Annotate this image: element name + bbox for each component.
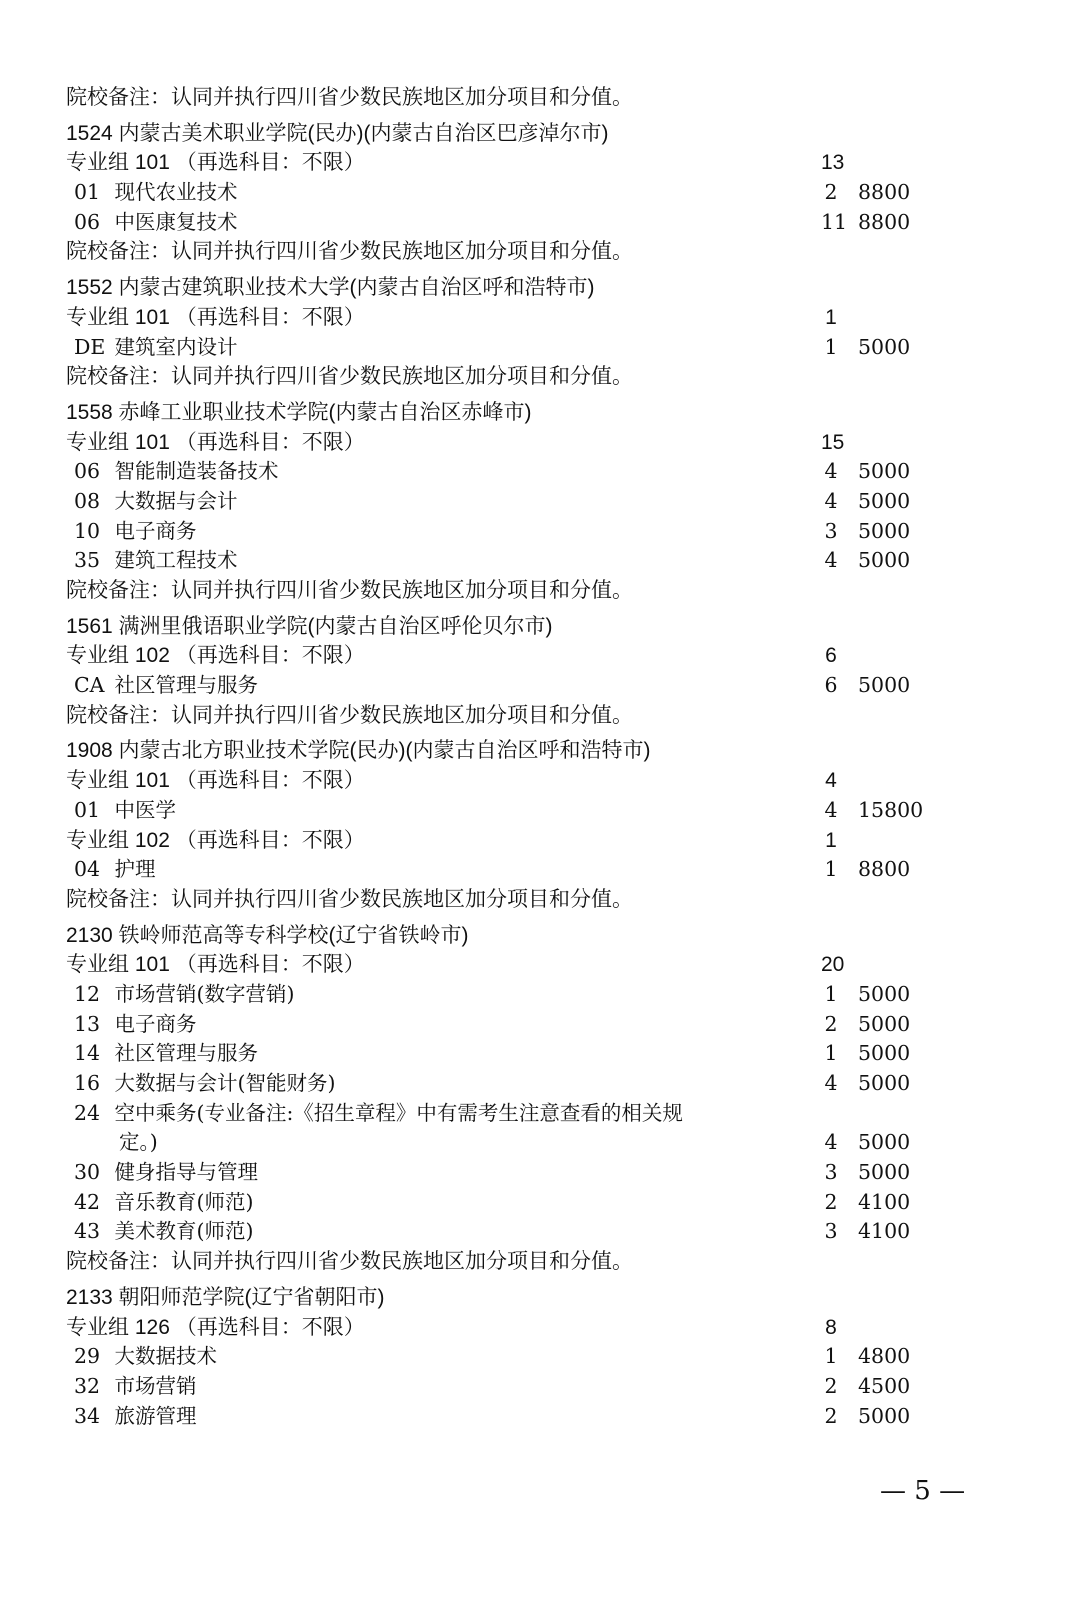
remark-text: 认同并执行四川省少数民族地区加分项目和分值。: [171, 85, 633, 109]
major-code: 24: [74, 1100, 101, 1125]
major-code: 29: [74, 1344, 101, 1369]
major-count: 4: [824, 488, 838, 513]
major-name: 大数据技术: [114, 1344, 218, 1369]
major-count: 2: [824, 1189, 838, 1214]
major-count: 2: [824, 180, 838, 205]
major-name: 中医康复技术: [114, 209, 238, 234]
school-remark: [66, 362, 946, 392]
school-remark: [66, 1247, 946, 1277]
major-fee: 5000: [858, 518, 911, 543]
major-fee: 5000: [858, 1011, 911, 1036]
major-count: 3: [824, 1160, 838, 1185]
major-count: 4: [824, 1071, 838, 1095]
major-group-count: 8: [825, 1315, 837, 1339]
major-row: [66, 1069, 946, 1099]
major-name: 现代农业技术: [114, 180, 238, 205]
major-fee: 8800: [858, 857, 911, 882]
school-heading: 2133 朝阳师范学院(辽宁省朝阳市): [66, 1285, 385, 1309]
school-heading: 2130 铁岭师范高等专科学校(辽宁省铁岭市): [66, 923, 469, 947]
major-count: 4: [824, 797, 838, 822]
major-row: [66, 1372, 946, 1402]
major-code: 13: [74, 1011, 101, 1036]
major-fee: 5000: [858, 981, 911, 1006]
major-code: DE: [74, 334, 106, 359]
major-count: 1: [824, 1041, 838, 1066]
major-name: 社区管理与服务: [114, 1041, 259, 1066]
major-row: [66, 178, 946, 208]
major-name: 建筑工程技术: [114, 548, 238, 573]
school-heading: 1561 满洲里俄语职业学院(内蒙古自治区呼伦贝尔市): [66, 614, 553, 638]
major-group-count: 15: [821, 430, 845, 454]
major-group-label: 专业组 101 （再选科目：不限）: [66, 151, 365, 175]
major-name: 智能制造装备技术: [114, 459, 279, 484]
school-remark: [66, 237, 946, 267]
major-name: 护理: [114, 857, 156, 882]
major-group-count: 1: [825, 828, 837, 852]
major-group-label: 专业组 101 （再选科目：不限）: [66, 305, 365, 329]
major-fee: 5000: [858, 1403, 911, 1428]
school-heading: 1908 内蒙古北方职业技术学院(民办)(内蒙古自治区呼和浩特市): [66, 739, 651, 763]
school-heading: 1552 内蒙古建筑职业技术大学(内蒙古自治区呼和浩特市): [66, 276, 595, 300]
major-row: [66, 457, 946, 487]
major-code: 42: [74, 1189, 101, 1214]
major-group-label: 专业组 101 （再选科目：不限）: [66, 769, 365, 793]
major-count: 2: [824, 1011, 838, 1036]
remark-label: 院校备注：: [66, 86, 171, 109]
major-row: [66, 1188, 946, 1218]
remark-label: 院校备注：: [66, 703, 171, 727]
remark-text: 认同并执行四川省少数民族地区加分项目和分值。: [171, 702, 633, 727]
major-count: 4: [824, 1130, 838, 1155]
major-row: [66, 1039, 946, 1069]
major-code: 01: [74, 797, 101, 822]
major-fee: 5000: [858, 1160, 911, 1185]
major-fee: 5000: [858, 548, 911, 573]
school-remark: [66, 83, 946, 113]
remark-label: 院校备注：: [66, 887, 171, 911]
major-row-continuation: [66, 1128, 946, 1158]
major-row: [66, 1342, 946, 1372]
admission-listing: [66, 83, 946, 1431]
major-count: 6: [824, 673, 838, 698]
remark-text: 认同并执行四川省少数民族地区加分项目和分值。: [171, 239, 633, 264]
major-code: 35: [74, 548, 101, 573]
major-row: [66, 546, 946, 576]
major-code: 43: [74, 1219, 101, 1244]
major-name-continuation: 定。): [119, 1130, 158, 1155]
major-code: 12: [74, 981, 101, 1006]
major-code: 14: [74, 1041, 101, 1066]
major-code: 08: [74, 488, 101, 513]
major-group-count: 13: [821, 151, 845, 175]
major-name: 空中乘务(专业备注:《招生章程》中有需考生注意查看的相关规: [114, 1100, 683, 1125]
major-fee: 4100: [858, 1189, 911, 1214]
major-count: 1: [824, 334, 838, 359]
major-count: 4: [824, 548, 838, 573]
major-group-label: 专业组 126 （再选科目：不限）: [66, 1315, 365, 1339]
major-fee: 8800: [858, 180, 911, 205]
major-code: 32: [74, 1373, 101, 1398]
remark-text: 认同并执行四川省少数民族地区加分项目和分值。: [171, 578, 633, 602]
major-group-row: [66, 148, 946, 178]
major-group-label: 专业组 102 （再选科目：不限）: [66, 644, 365, 668]
major-code: 01: [74, 180, 101, 205]
major-count: 1: [824, 1344, 838, 1369]
major-name: 大数据与会计(智能财务): [114, 1071, 336, 1095]
major-row: [66, 1099, 946, 1129]
major-fee: 5000: [858, 1071, 911, 1095]
major-fee: 4800: [858, 1344, 911, 1369]
major-count: 4: [824, 459, 838, 484]
major-count: 11: [821, 209, 848, 234]
major-name: 市场营销(数字营销): [114, 981, 295, 1006]
remark-text: 认同并执行四川省少数民族地区加分项目和分值。: [171, 364, 633, 389]
major-name: 美术教育(师范): [114, 1219, 254, 1244]
major-group-row: [66, 766, 946, 796]
major-code: 04: [74, 857, 101, 882]
major-count: 3: [824, 1219, 838, 1244]
school-heading: 1558 赤峰工业职业技术学院(内蒙古自治区赤峰市): [66, 400, 532, 424]
major-group-row: [66, 950, 946, 980]
major-group-count: 1: [825, 305, 837, 329]
major-name: 电子商务: [114, 1011, 197, 1036]
major-name: 电子商务: [114, 518, 197, 543]
remark-label: 院校备注：: [66, 1250, 171, 1274]
major-fee: 8800: [858, 209, 911, 234]
major-code: 16: [74, 1071, 101, 1095]
major-group-count: 4: [825, 769, 837, 793]
major-code: 10: [74, 518, 101, 543]
major-fee: 5000: [858, 334, 911, 359]
major-group-label: 专业组 101 （再选科目：不限）: [66, 953, 365, 977]
major-row: [66, 487, 946, 517]
major-row: [66, 855, 946, 885]
major-count: 1: [824, 981, 838, 1006]
major-fee: 4500: [858, 1373, 911, 1398]
major-fee: 5000: [858, 1041, 911, 1066]
major-name: 中医学: [114, 797, 177, 822]
major-name: 社区管理与服务: [114, 673, 259, 698]
major-count: 2: [824, 1373, 838, 1398]
major-row: [66, 333, 946, 363]
major-code: 34: [74, 1403, 101, 1428]
major-name: 市场营销: [114, 1373, 197, 1398]
major-code: 06: [74, 209, 101, 234]
major-code: 06: [74, 459, 101, 484]
major-group-row: [66, 303, 946, 333]
major-group-row: [66, 641, 946, 671]
major-fee: 15800: [858, 797, 924, 822]
major-group-label: 专业组 102 （再选科目：不限）: [66, 828, 365, 852]
school-remark: [66, 885, 946, 915]
major-row: [66, 1158, 946, 1188]
school-heading: 1524 内蒙古美术职业学院(民办)(内蒙古自治区巴彦淖尔市): [66, 121, 609, 145]
major-code: 30: [74, 1160, 101, 1185]
remark-label: 院校备注：: [66, 365, 171, 389]
major-name: 健身指导与管理: [114, 1160, 259, 1185]
major-fee: 5000: [858, 459, 911, 484]
major-group-row: [66, 428, 946, 458]
major-fee: 5000: [858, 673, 911, 698]
major-row: [66, 796, 946, 826]
major-row: [66, 1010, 946, 1040]
major-row: [66, 517, 946, 547]
major-code: CA: [74, 673, 105, 698]
major-row: [66, 980, 946, 1010]
major-row: [66, 1217, 946, 1247]
major-count: 1: [824, 857, 838, 882]
major-name: 旅游管理: [114, 1403, 197, 1428]
major-count: 3: [824, 518, 838, 543]
remark-label: 院校备注：: [66, 579, 171, 602]
school-remark: [66, 576, 946, 606]
major-group-count: 6: [825, 644, 837, 668]
major-fee: 5000: [858, 1130, 911, 1155]
page-number: — 5 —: [880, 1476, 966, 1506]
remark-text: 认同并执行四川省少数民族地区加分项目和分值。: [171, 886, 633, 911]
major-group-row: [66, 826, 946, 856]
major-name: 建筑室内设计: [114, 334, 238, 359]
major-row: [66, 208, 946, 238]
major-row: [66, 1402, 946, 1432]
remark-text: 认同并执行四川省少数民族地区加分项目和分值。: [171, 1249, 633, 1274]
major-count: 2: [824, 1403, 838, 1428]
school-remark: [66, 701, 946, 731]
remark-label: 院校备注：: [66, 240, 171, 264]
major-name: 音乐教育(师范): [114, 1189, 254, 1214]
major-group-row: [66, 1313, 946, 1343]
major-name: 大数据与会计: [114, 488, 238, 513]
major-fee: 5000: [858, 488, 911, 513]
major-group-label: 专业组 101 （再选科目：不限）: [66, 430, 365, 454]
major-fee: 4100: [858, 1219, 911, 1244]
major-group-count: 20: [821, 953, 845, 977]
major-row: [66, 671, 946, 701]
